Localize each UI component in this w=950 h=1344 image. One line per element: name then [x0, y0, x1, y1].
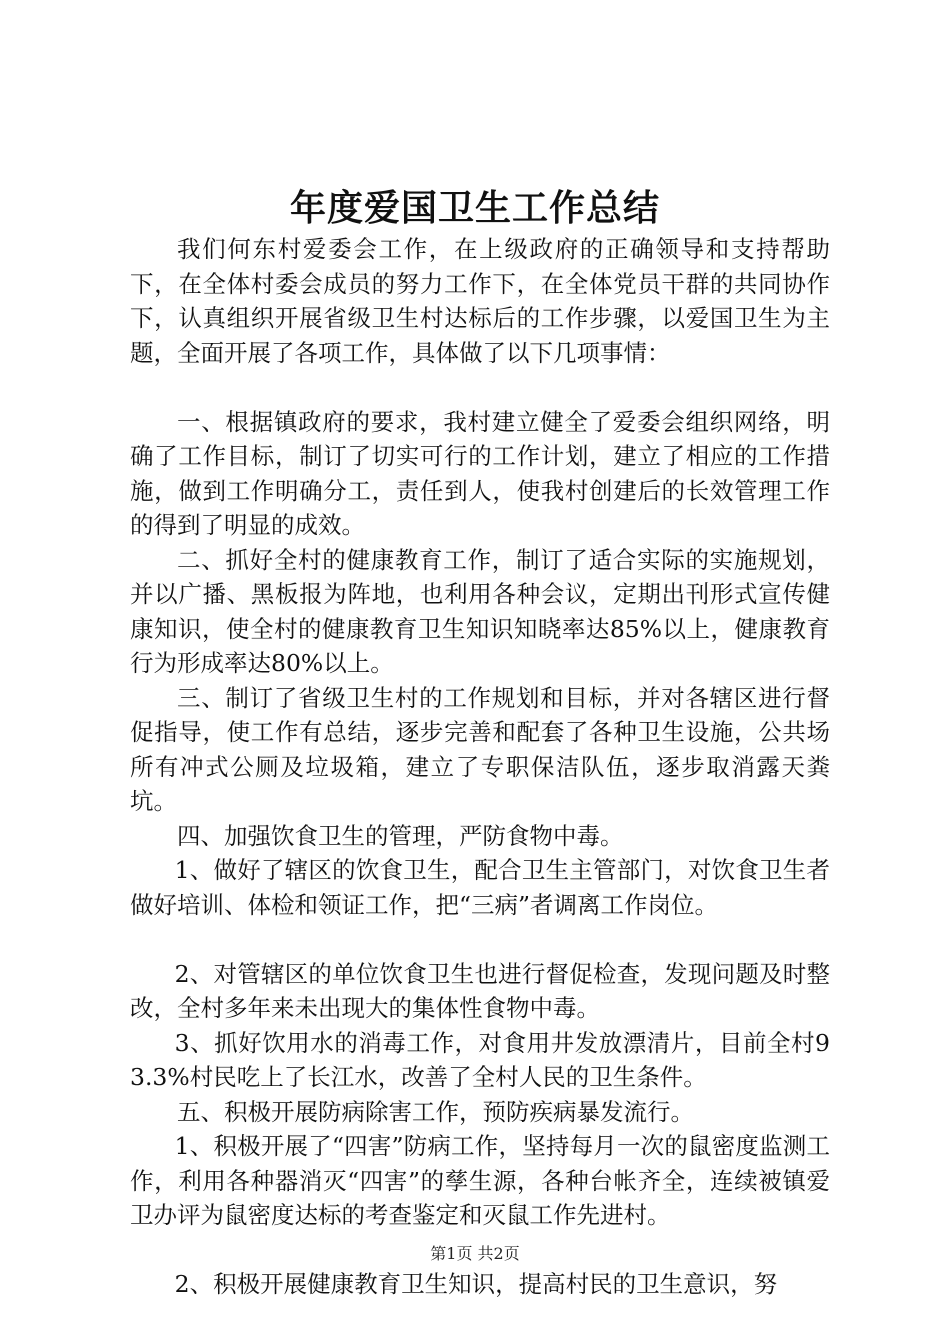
section-4-item-3: 3、抓好饮用水的消毒工作，对食用井发放漂清片，目前全村93.3%村民吃上了长江水，改善了全村人民的卫生条件。: [130, 1028, 830, 1091]
section-4-heading: 四、加强饮食卫生的管理，严防食物中毒。: [177, 821, 624, 850]
section-4-item-2: 2、对管辖区的单位饮食卫生也进行督促检查，发现问题及时整改，全村多年来未出现大的集体性食物中毒。: [130, 959, 830, 1022]
section-4-item-1: 1、做好了辖区的饮食卫生，配合卫生主管部门，对饮食卫生者做好培训、体检和领证工作，把“三病”者调离工作岗位。: [130, 856, 830, 919]
document-title: 年度爱国卫生工作总结: [289, 187, 660, 229]
section-5-item-2: 2、积极开展健康教育卫生知识，提高村民的卫生意识，努: [174, 1270, 778, 1298]
page-number-footer: 第1页 共2页: [430, 1244, 520, 1263]
section-5-heading: 五、积极开展防病除害工作，预防疾病暴发流行。: [177, 1097, 694, 1126]
document-body: [130, 232, 830, 1302]
section-1-paragraph: 一、根据镇政府的要求，我村建立健全了爱委会组织网络，明确了工作目标，制订了切实可行的工作计划，建立了相应的工作措施，做到工作明确分工，责任到人，使我村创建后的长效管理工作的得到了明显的成效。: [130, 407, 830, 539]
section-3-paragraph: 三、制订了省级卫生村的工作规划和目标，并对各辖区进行督促指导，使工作有总结，逐步完善和配套了各种卫生设施，公共场所有冲式公厕及垃圾箱，建立了专职保洁队伍，逐步取消露天粪坑。: [130, 683, 830, 815]
section-2-paragraph: 二、抓好全村的健康教育工作，制订了适合实际的实施规划，并以广播、黑板报为阵地，也利用各种会议，定期出刊形式宣传健康知识，使全村的健康教育卫生知识知晓率达85%以上，健康教育行为形成率达80%以上。: [130, 545, 830, 677]
intro-paragraph: 我们何东村爱委会工作，在上级政府的正确领导和支持帮助下，在全体村委会成员的努力工作下，在全体党员干群的共同协作下，认真组织开展省级卫生村达标后的工作步骤，以爱国卫生为主题，全面开展了各项工作，具体做了以下几项事情：: [130, 235, 830, 367]
section-5-item-1: 1、积极开展了“四害”防病工作，坚持每月一次的鼠密度监测工作，利用各种器消灭“四害”的孳生源，各种台帐齐全，连续被镇爱卫办评为鼠密度达标的考查鉴定和灭鼠工作先进村。: [130, 1132, 830, 1229]
